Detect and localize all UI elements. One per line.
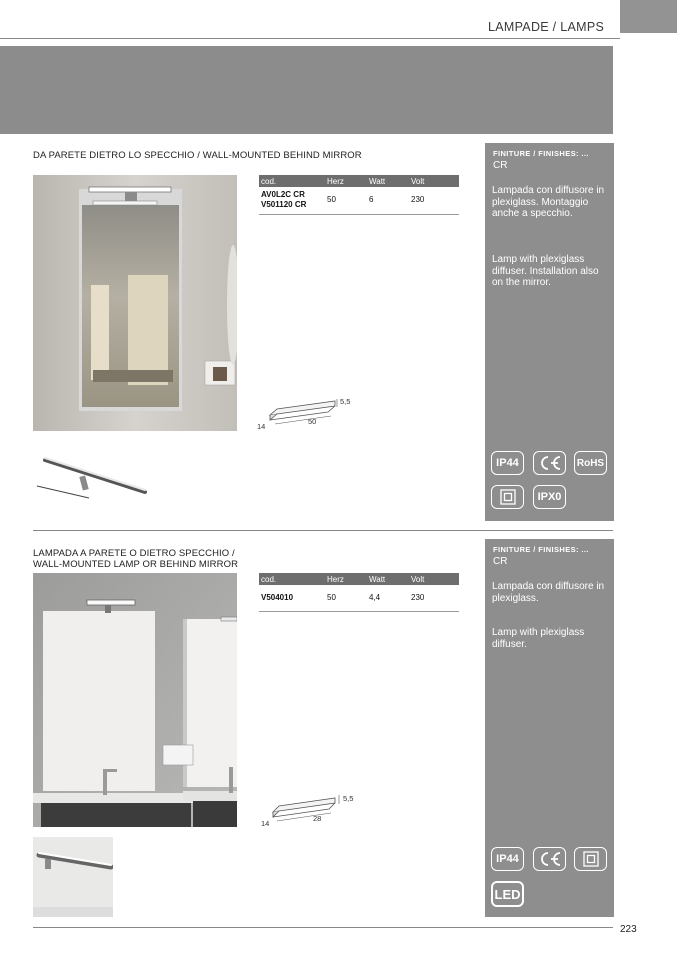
finish-code: CR: [493, 160, 508, 171]
table-row: [259, 585, 459, 612]
table-row: [259, 187, 459, 215]
header-title: LAMPADE / LAMPS: [488, 20, 605, 34]
description-italian: Lampada con diffusore in plexiglass.: [492, 581, 605, 604]
code-value: V504010: [261, 593, 294, 602]
section-2-title-line: WALL-MOUNTED LAMP OR BEHIND MIRROR: [33, 559, 239, 570]
col-header-code: cod.: [259, 573, 325, 585]
dimension-diagram-1: [255, 393, 365, 433]
section-1-title-line: DA PARETE DIETRO LO SPECCHIO / WALL-MOUNTED BEHIND MIRROR: [33, 150, 362, 161]
description-italian: Lampada con diffusore in plexiglass. Montaggio anche a specchio.: [492, 185, 605, 219]
footer-divider: [33, 927, 613, 928]
cell-code: [259, 187, 325, 215]
product-photo-lamp-detail-2: [33, 837, 113, 917]
ip44-badge: IP44: [491, 847, 524, 871]
header-tab-block: [620, 0, 677, 33]
dimension-length: 50: [308, 417, 317, 426]
cell-watt: 6: [367, 187, 409, 215]
finishes-heading: FINITURE / FINISHES: ...: [493, 149, 589, 158]
spec-table-1: [259, 175, 459, 215]
section-divider: [33, 530, 613, 531]
page-number: 223: [620, 924, 637, 935]
ip44-badge: IP44: [491, 451, 524, 475]
col-header-watt: Watt: [367, 175, 409, 187]
cell-code: [259, 585, 325, 612]
product-photo-lamp-detail: [33, 452, 153, 510]
class-ii-icon: [574, 847, 607, 871]
cell-watt: 4,4: [367, 585, 409, 612]
banner: [0, 46, 613, 134]
finishes-panel-2: [485, 539, 614, 917]
code-value: V501120 CR: [261, 200, 307, 209]
spec-table-2: [259, 573, 459, 612]
ipx0-badge: IPX0: [533, 485, 566, 509]
col-header-code: cod.: [259, 175, 325, 187]
dimension-length: 28: [313, 814, 322, 823]
header-divider: [0, 38, 620, 39]
section-2-title-line: LAMPADA A PARETE O DIETRO SPECCHIO /: [33, 548, 235, 559]
class-ii-icon: [491, 485, 524, 509]
cell-herz: 50: [325, 585, 367, 612]
dimension-diagram-2: [255, 790, 365, 830]
section-1-title: [33, 150, 362, 161]
dimension-height: 5,5: [343, 794, 354, 803]
led-badge: LED: [491, 881, 524, 907]
rohs-badge: RoHS: [574, 451, 607, 475]
finishes-panel-1: [485, 143, 614, 521]
finishes-heading: FINITURE / FINISHES: ...: [493, 545, 589, 554]
col-header-herz: Herz: [325, 573, 367, 585]
product-photo-bathroom: [33, 573, 237, 827]
section-2-title: [33, 548, 238, 570]
dimension-depth: 14: [257, 422, 266, 431]
product-photo-mirror: [33, 175, 237, 431]
cell-herz: 50: [325, 187, 367, 215]
dimension-depth: 14: [261, 819, 270, 828]
cell-volt: 230: [409, 585, 459, 612]
cell-volt: 230: [409, 187, 459, 215]
finish-code: CR: [493, 556, 508, 567]
dimension-height: 5,5: [340, 397, 351, 406]
col-header-herz: Herz: [325, 175, 367, 187]
description-english: Lamp with plexiglass diffuser. Installation also on the mirror.: [492, 254, 599, 288]
description-english: Lamp with plexiglass diffuser.: [492, 627, 585, 650]
ce-mark-icon: [533, 451, 566, 475]
col-header-volt: Volt: [409, 175, 459, 187]
code-value: AV0L2C CR: [261, 190, 305, 199]
col-header-volt: Volt: [409, 573, 459, 585]
col-header-watt: Watt: [367, 573, 409, 585]
ce-mark-icon: [533, 847, 566, 871]
